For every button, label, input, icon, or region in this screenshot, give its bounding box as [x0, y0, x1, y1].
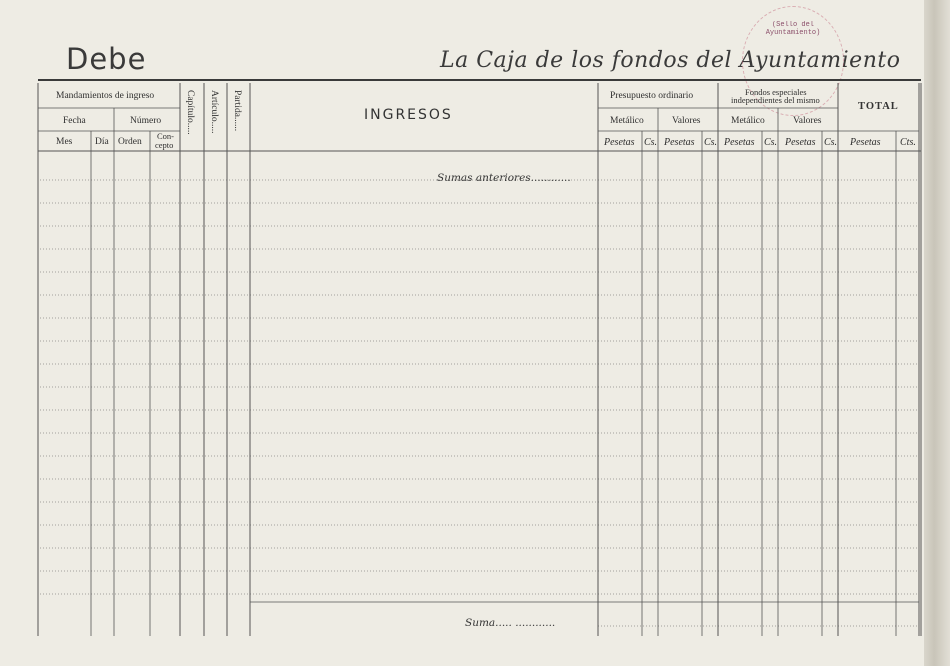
header-orden: Orden [118, 137, 142, 147]
header-cs-3: Cs. [764, 137, 778, 148]
header-cs-4: Cs. [824, 137, 838, 148]
header-fecha: Fecha [63, 116, 86, 126]
header-ingresos: INGRESOS [364, 107, 453, 123]
header-dia: Día [95, 137, 109, 147]
header-capitulo: Capítulo..... [185, 90, 195, 135]
sumas-anteriores-label: Sumas anteriores............ [437, 172, 571, 184]
debe-title: Debe [66, 42, 147, 76]
header-presupuesto-ordinario: Presupuesto ordinario [610, 91, 694, 101]
header-pesetas-1: Pesetas [604, 137, 635, 148]
header-cts-total: Cts. [900, 137, 916, 148]
suma-label: Suma..... ............ [465, 617, 556, 629]
header-fondos-especiales-2: independientes del mismo [731, 95, 820, 105]
seal-text-line2: Ayuntamiento) [765, 29, 821, 37]
header-metalico-2: Metálico [731, 116, 765, 126]
header-valores-1: Valores [672, 116, 701, 126]
header-cs-1: Cs. [644, 137, 658, 148]
header-total: TOTAL [858, 101, 899, 112]
header-mandamientos: Mandamientos de ingreso [56, 91, 155, 101]
header-pesetas-2: Pesetas [664, 137, 695, 148]
header-metalico-1: Metálico [610, 116, 644, 126]
header-partida: Partida...... [232, 90, 242, 132]
seal-text-line1: (Sello del [771, 21, 814, 29]
header-fondos-especiales-1: Fondos especiales [745, 87, 807, 97]
ledger-main-title: La Caja de los fondos del Ayuntamiento [440, 48, 901, 73]
header-pesetas-4: Pesetas [785, 137, 816, 148]
header-mes: Mes [56, 137, 73, 147]
header-concepto-2: cepto [155, 140, 174, 150]
header-numero: Número [130, 116, 162, 126]
header-articulo: Artículo..... [209, 90, 219, 134]
header-concepto-1: Con- [157, 131, 174, 141]
header-valores-2: Valores [793, 116, 822, 126]
header-pesetas-total: Pesetas [850, 137, 881, 148]
header-pesetas-3: Pesetas [724, 137, 755, 148]
header-cs-2: Cs. [704, 137, 718, 148]
